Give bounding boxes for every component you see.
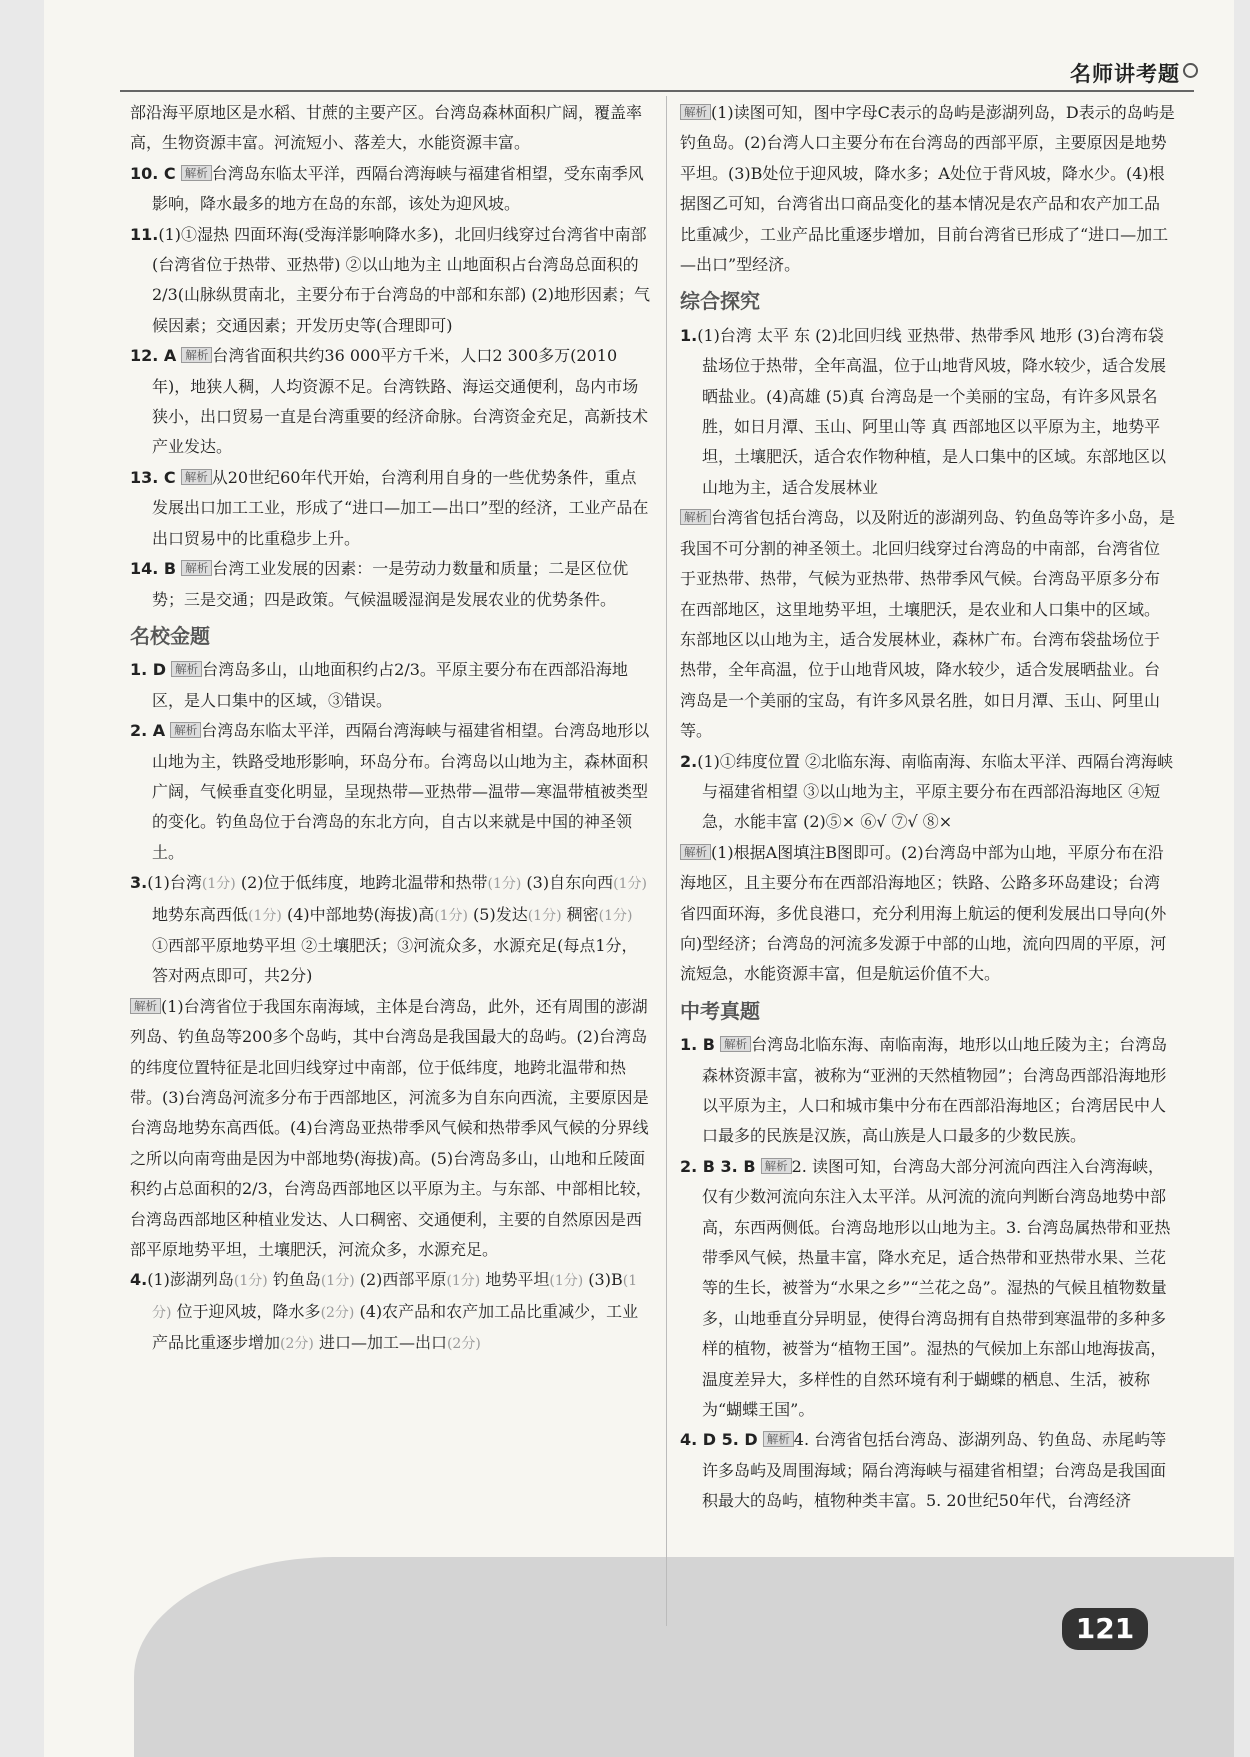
- answer-text: 台湾岛北临东海、南临南海，地形以山地丘陵为主；台湾岛森林资源丰富，被称为“亚洲的天然植物园”；台湾岛西部沿海地形以平原为主，人口和城市集中分布在西部沿海地区；台湾居民中人口最多的民族是汉族，高山族是人口最多的少数民族。: [702, 1035, 1168, 1146]
- mingxiao-analysis-3: [130, 992, 652, 1266]
- header-rule: [120, 62, 1194, 92]
- answer-text: 台湾岛多山，山地面积约占2/3。平原主要分布在西部沿海地区，是人口集中的区域，③错误。: [152, 660, 628, 710]
- score: (1分): [152, 1273, 638, 1321]
- answer-11: [130, 220, 652, 342]
- brand-title: 名师讲考题: [1070, 62, 1180, 86]
- score: (2分): [320, 1304, 355, 1321]
- answer-part: 位于迎风坡，降水多: [171, 1301, 321, 1321]
- answer-number: 4. D 5. D: [680, 1430, 758, 1450]
- score: (2分): [446, 1336, 481, 1353]
- answer-part: (5)发达: [467, 904, 528, 924]
- score: (1分): [527, 907, 562, 924]
- analysis-tag: 解析: [181, 469, 212, 485]
- answer-part: (3)自东向西: [521, 873, 614, 893]
- analysis-tag: 解析: [130, 998, 161, 1014]
- answer-part: 钓鱼岛: [267, 1270, 321, 1290]
- analysis-tag: 解析: [171, 661, 202, 677]
- analysis-tag: 解析: [181, 347, 212, 363]
- answer-14: [130, 554, 652, 615]
- analysis-tag: 解析: [181, 560, 212, 576]
- left-column: [130, 98, 652, 1360]
- answer-text: 台湾岛东临太平洋，西隔台湾海峡与福建省相望，受东南季风影响，降水最多的地方在岛的东部，该处为迎风坡。: [152, 163, 644, 214]
- score: (1分): [434, 907, 468, 924]
- score: (1分): [248, 907, 282, 924]
- answer-number: 2. B 3. B: [680, 1156, 756, 1176]
- answer-number: 3.: [130, 873, 148, 893]
- zonghe-analysis-1: [680, 503, 1175, 746]
- score: (1分): [446, 1273, 481, 1290]
- answer-part: (3)B: [583, 1270, 623, 1290]
- page-number: 121: [1062, 1608, 1148, 1650]
- zonghe-analysis-2: [680, 838, 1175, 990]
- analysis-tag: 解析: [761, 1158, 792, 1174]
- score: (2分): [280, 1336, 314, 1353]
- score: (1分): [487, 876, 522, 893]
- mingxiao-answer-1: [130, 655, 652, 716]
- answer-text: (1)①纬度位置 ②北临东海、南临南海、东临太平洋、西隔台湾海峡与福建省相望 ③以山地为主，平原主要分布在西部沿海地区 ④短急，水能丰富 (2)⑤× ⑥√ ⑦√ ⑧×: [697, 751, 1173, 832]
- answer-12: [130, 341, 652, 463]
- column-divider: [666, 96, 667, 1626]
- analysis-tag: 解析: [170, 722, 201, 738]
- answer-number: 11.: [130, 224, 159, 244]
- mingxiao-answer-4: [130, 1265, 652, 1359]
- score: (1分): [233, 1273, 268, 1290]
- circle-icon: [1183, 63, 1198, 78]
- zhongkao-answer-1: [680, 1030, 1175, 1152]
- answer-number: 2.: [680, 751, 698, 771]
- answer-part: (4)农产品和农产加工品比重减少，工业产品比重逐步增加: [152, 1301, 639, 1353]
- section-title-zhongkao: 中考真题: [680, 998, 760, 1023]
- analysis-tag: 解析: [763, 1431, 794, 1447]
- score: (1分): [201, 876, 236, 893]
- analysis-tag: 解析: [720, 1036, 751, 1052]
- analysis-tag: 解析: [680, 104, 711, 120]
- answer-part: (1)澎湖列岛: [147, 1270, 234, 1290]
- answer-text: 台湾工业发展的因素：一是劳动力数量和质量；二是区位优势；三是交通；四是政策。气候温暖湿润是发展农业的优势条件。: [152, 559, 629, 609]
- answer-10: [130, 159, 652, 220]
- analysis-tag: 解析: [680, 509, 711, 525]
- analysis-tag: 解析: [680, 844, 711, 860]
- answer-part: 稠密: [561, 904, 599, 924]
- answer-number: 13. C: [130, 467, 176, 487]
- score: (1分): [613, 876, 647, 893]
- answer-part: ①西部平原地势平坦 ②土壤肥沃；③河流众多，水源充足(每点1分，答对两点即可，共2分): [152, 935, 638, 986]
- answer-part: (2)位于低纬度，地跨北温带和热带: [235, 873, 488, 893]
- answer-text: 从20世纪60年代开始，台湾利用自身的一些优势条件，重点发展出口加工工业，形成了“进口—加工—出口”型的经济，工业产品在出口贸易中的比重稳步上升。: [152, 467, 649, 548]
- answer-number: 2. A: [130, 721, 166, 741]
- answer-number: 4.: [130, 1270, 148, 1290]
- answer-text: 2. 读图可知，台湾岛大部分河流向西注入台湾海峡，仅有少数河流向东注入太平洋。从河流的流向判断台湾岛地势中部高，东西两侧低。台湾岛地形以山地为主。3. 台湾岛属热带和亚热带季风气候，热量丰富，降水充足，适合热带和亚热带水果、兰花等的生长，被誉为“水果之乡”“兰花之岛”。湿热的气候且植物数量多，山地垂直分异明显，使得台湾岛拥有自热带到寒温带的多种多样的植物，被誉为“植物王国”。湿热的气候加上东部山地海拔高，温度差异大，多样性的自然环境有利于蝴蝶的栖息、生活，被称为“蝴蝶王国”。: [702, 1156, 1171, 1420]
- analysis-text: (1)读图可知，图中字母C表示的岛屿是澎湖列岛，D表示的岛屿是钓鱼岛。(2)台湾人口主要分布在台湾岛的西部平原，主要原因是地势平坦。(3)B处位于迎风坡，降水多；A处位于背风坡，降水少。(4)根据图乙可知，台湾省出口商品变化的基本情况是农产品和农产加工品比重减少，工业产品比重逐步增加，目前台湾省已形成了“进口—加工—出口”型经济。: [680, 103, 1175, 275]
- score: (1分): [320, 1273, 355, 1290]
- answer-part: (1)台湾: [147, 873, 202, 893]
- answer-part: 地势平坦: [480, 1270, 550, 1290]
- mingxiao-answer-3: [130, 868, 652, 992]
- answer-number: 1. B: [680, 1035, 715, 1055]
- score: (1分): [549, 1273, 584, 1290]
- answer-text: 台湾省面积共约36 000平方千米，人口2 300多万(2010年)，地狭人稠，人均资源不足。台湾铁路、海运交通便利，岛内市场狭小，出口贸易一直是台湾重要的经济命脉。台湾资金充足，高新技术产业发达。: [152, 346, 649, 457]
- score: (1分): [598, 907, 633, 924]
- answer-number: 14. B: [130, 559, 177, 579]
- answer-part: (4)中部地势(海拔)高: [281, 904, 435, 924]
- left-intro: 部沿海平原地区是水稻、甘蔗的主要产区。台湾岛森林面积广阔，覆盖率高，生物资源丰富。河流短小、落差大，水能资源丰富。: [130, 103, 643, 153]
- zhongkao-answer-4-5: [680, 1425, 1175, 1516]
- answer-number: 12. A: [130, 346, 177, 366]
- answer-13: [130, 463, 652, 554]
- answer-number: 1. D: [130, 660, 167, 680]
- answer-part: (2)西部平原: [354, 1270, 447, 1290]
- answer-part: 地势东高西低: [152, 904, 249, 924]
- answer-text: 台湾岛东临太平洋，西隔台湾海峡与福建省相望。台湾岛地形以山地为主，铁路受地形影响，环岛分布。台湾岛以山地为主，森林面积广阔，气候垂直变化明显，呈现热带—亚热带—温带—寒温带植被类型的变化。钓鱼岛位于台湾岛的东北方向，自古以来就是中国的神圣领土。: [152, 721, 650, 862]
- answer-part: 进口—加工—出口: [313, 1333, 447, 1353]
- answer-text: 4. 台湾省包括台湾岛、澎湖列岛、钓鱼岛、赤尾屿等许多岛屿及周围海域；隔台湾海峡与福建省相望；台湾岛是我国面积最大的岛屿，植物种类丰富。5. 20世纪50年代，台湾经济: [702, 1430, 1167, 1511]
- analysis-tag: 解析: [181, 165, 212, 181]
- section-title-mingxiao: 名校金题: [130, 623, 210, 648]
- answer-text: (1)①湿热 四面环海(受海洋影响降水多)，北回归线穿过台湾省中南部(台湾省位于热带、亚热带) ②以山地为主 山地面积占台湾岛总面积的2/3(山脉纵贯南北，主要分布于台湾岛的中部和东部) (2)地形因素；气候因素；交通因素；开发历史等(合理即可): [152, 224, 650, 335]
- zhongkao-answer-2-3: [680, 1152, 1175, 1426]
- page-curl: [134, 1557, 1234, 1757]
- analysis-text: (1)根据A图填注B图即可。(2)台湾岛中部为山地，平原分布在沿海地区，且主要分布在西部沿海地区；铁路、公路多环岛建设；台湾省四面环海，多优良港口，充分利用海上航运的便利发展出口导向(外向)型经济；台湾岛的河流多发源于中部的山地，流向四周的平原，河流短急，水能资源丰富，但是航运价值不大。: [680, 842, 1167, 984]
- analysis-text: 台湾省包括台湾岛，以及附近的澎湖列岛、钓鱼岛等许多小岛，是我国不可分割的神圣领土。北回归线穿过台湾岛的中南部，台湾省位于亚热带、热带，气候为亚热带、热带季风气候。台湾岛平原多分布在西部地区，这里地势平坦，土壤肥沃，是农业和人口集中的区域。东部地区以山地为主，适合发展林业，森林广布。台湾布袋盐场位于热带，全年高温，位于山地背风坡，降水较少，适合发展晒盐业。台湾岛是一个美丽的宝岛，有许多风景名胜，如日月潭、玉山、阿里山等。: [680, 508, 1176, 741]
- analysis-text: (1)台湾省位于我国东南海域，主体是台湾岛，此外，还有周围的澎湖列岛、钓鱼岛等200多个岛屿，其中台湾岛是我国最大的岛屿。(2)台湾岛的纬度位置特征是北回归线穿过中南部，位于低纬度，地跨北温带和热带。(3)台湾岛河流多分布于西部地区，河流多为自东向西流，主要原因是台湾岛地势东高西低。(4)台湾岛亚热带季风气候和热带季风气候的分界线之所以向南弯曲是因为中部地势(海拔)高。(5)台湾岛多山，山地和丘陵面积约占总面积的2/3，台湾岛西部地区以平原为主。与东部、中部相比较，台湾岛西部地区种植业发达、人口稠密、交通便利，主要的自然原因是西部平原地势平坦，土壤肥沃，河流众多，水源充足。: [130, 996, 652, 1260]
- top-analysis: [680, 98, 1175, 280]
- answer-text: (1)台湾 太平 东 (2)北回归线 亚热带、热带季风 地形 (3)台湾布袋盐场位于热带，全年高温，位于山地背风坡，降水较少，适合发展晒盐业。(4)高雄 (5)真 台湾岛是一个美丽的宝岛，有许多风景名胜，如日月潭、玉山、阿里山等 真 西部地区以平原为主，地势平坦，土壤肥沃，适合农作物种植，是人口集中的区域。东部地区以山地为主，适合发展林业: [697, 325, 1167, 497]
- zonghe-answer-2: [680, 747, 1175, 838]
- answer-number: 10. C: [130, 163, 176, 183]
- right-column: [680, 98, 1175, 1517]
- answer-number: 1.: [680, 325, 698, 345]
- zonghe-answer-1: [680, 321, 1175, 503]
- mingxiao-answer-2: [130, 716, 652, 868]
- section-title-zonghe: 综合探究: [680, 289, 760, 314]
